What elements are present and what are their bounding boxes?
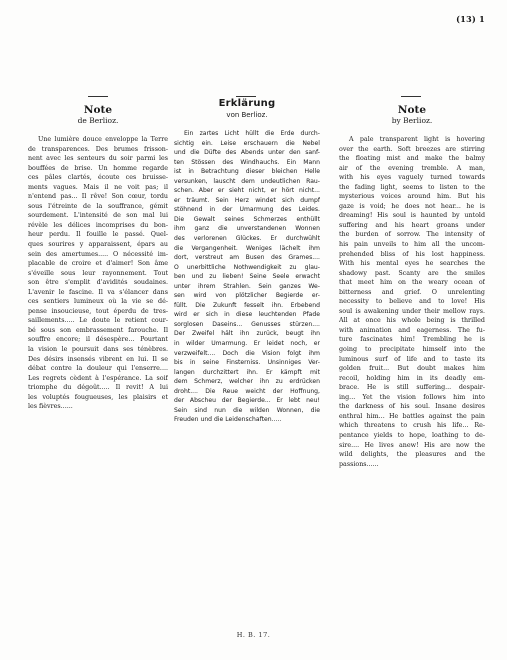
english-byline: by Berlioz. xyxy=(391,116,433,125)
text-line: that meet him on the weary ocean of xyxy=(339,279,485,287)
text-line: ist in Betrachtung dieser bleichen Helle xyxy=(174,168,320,176)
german-title: Erklärung xyxy=(218,98,276,109)
text-line: ments vagues. Mais il ne voit pas; il xyxy=(28,183,168,191)
text-line: A pale transparent light is hovering xyxy=(349,136,485,143)
title-rule-english xyxy=(401,96,421,97)
text-line: Die Gewalt seines Schmerzes enthüllt xyxy=(174,215,320,223)
text-line: the burden of sorrow. The intensity of xyxy=(339,231,485,239)
text-line: dort, verstreut am Busen des Grames.... xyxy=(174,254,320,262)
text-line: sire.... He lives anew! His are now the xyxy=(339,441,485,449)
text-line: heur perdu. Il fouille le passé. Quel- xyxy=(28,231,168,239)
text-line: langen durchzittert ihn. Er kämpft mit xyxy=(174,368,320,376)
text-line: de transparences. Des brumes frisson- xyxy=(28,145,168,153)
text-line: L'avenir le fascine. Il va s'élancer dans xyxy=(28,288,168,296)
text-line: passions...... xyxy=(339,460,379,468)
text-line: n'entend pas... Il rêve! Son cœur, tordu xyxy=(28,193,168,201)
text-line: prehended bliss of his lost happiness. xyxy=(339,250,485,258)
text-line: gaze is void; he does not hear... he is xyxy=(339,202,485,210)
text-line: shadowy past. Scanty are the smiles xyxy=(339,269,485,277)
text-line: O unerbittliche Nothwendigkeit zu glau- xyxy=(174,263,320,271)
text-line: bé sous son embrassement farouche. Il xyxy=(28,326,168,334)
text-line: bouffées de brise. Un homme regarde xyxy=(28,164,168,172)
text-line: With his mental eyes he searches the xyxy=(339,260,485,268)
text-line: placable de croire et d'aimer! Son âme xyxy=(28,260,168,268)
text-line: enthral him... He battles against the pain xyxy=(339,412,485,420)
text-line: füllt. Die Zukunft fesselt ihn. Erbebend xyxy=(174,301,320,309)
text-line: pense insoucieuse, tout éperdu de tres- xyxy=(28,307,168,315)
text-line: ten Stössen des Windhauchs. Ein Mann xyxy=(174,158,320,166)
text-line: unter ihrem Strahlen. Sein ganzes We- xyxy=(174,282,320,290)
text-line: sichtig ein. Leise erschauern die Nebel xyxy=(174,139,320,147)
text-line: schen. Aber er sieht nicht, er hört nicht... xyxy=(174,187,320,195)
text-line: verzweifelt.... Doch die Vision folgt ihm xyxy=(174,349,320,357)
text-line: débat contre la douleur qui l'enserre.... xyxy=(28,365,168,373)
title-rule-french xyxy=(88,96,108,97)
text-line: Des désirs insensés vibrent en lui. Il se xyxy=(28,355,168,363)
french-note-column xyxy=(28,104,168,412)
text-line: und die Düfte des Abends unter den sanf- xyxy=(174,149,320,157)
text-line: die Vergangenheit. Weniges lächelt ihm xyxy=(174,244,320,252)
text-line: Une lumière douce enveloppe la Terre xyxy=(38,136,168,143)
text-line: the fading light, seems to listen to the xyxy=(339,183,485,191)
text-line: ces pâles clartés, écoute ces bruisse- xyxy=(28,174,168,182)
text-line: brace. He is still suffering... despair- xyxy=(339,384,485,392)
text-line: révèle les délices incomprises du bon- xyxy=(28,221,168,229)
text-line: All at once his whole being is thrilled xyxy=(339,317,485,325)
text-line: sorglosen Daseins... Genusses stürzen.... xyxy=(174,320,320,328)
text-line: les fièvres...... xyxy=(28,403,73,411)
english-title: Note xyxy=(397,104,427,116)
text-line: saillements..... Le doute le retient cour- xyxy=(28,317,168,325)
text-line: des verlorenen Glückes. Er durchwühlt xyxy=(174,235,320,243)
text-line: golden fruit... But doubt makes him xyxy=(339,365,485,373)
text-line: going to precipitate himself into the xyxy=(339,346,485,354)
text-line: in wilder Umarmung. Er leidet noch, er xyxy=(174,340,320,348)
plate-number: H. B. 17. xyxy=(236,631,271,639)
text-line: sous l'étreinte de la souffrance, gémit xyxy=(28,202,168,210)
text-line: sen wird von plötzlicher Begierde er- xyxy=(174,292,320,300)
german-byline: von Berlioz. xyxy=(226,111,268,119)
english-note-column xyxy=(339,104,485,469)
text-line: Les regrets cèdent à l'espérance. La soif xyxy=(28,374,168,382)
text-line: Sein sind nun die wilden Wonnen, die xyxy=(174,406,320,414)
text-line: versunken, lauscht dem undeutlichen Rau- xyxy=(174,177,320,185)
text-line: Freuden und die Leidenschaften..... xyxy=(174,416,282,424)
text-line: the floating mist and make the balmy xyxy=(339,155,485,163)
text-line: er träumt. Sein Herz windet sich dumpf xyxy=(174,196,320,204)
text-line: Der Zweifel hält ihn zurück, beugt ihn xyxy=(174,330,320,338)
text-line: air of the evening tremble. A man, xyxy=(339,164,485,172)
german-note-text xyxy=(174,129,320,425)
text-line: ques sourires y apparaissent, épars au xyxy=(28,241,168,249)
text-line: triomphe du dégoût..... Il revit! A lui xyxy=(28,384,168,392)
text-line: his pain unveils to him all the uncom- xyxy=(339,241,485,249)
text-line: which threatens to crush his life... Re- xyxy=(339,422,485,430)
french-byline: de Berlioz. xyxy=(77,116,119,125)
text-line: ing... Yet the vision follows him into xyxy=(339,393,485,401)
text-line: the darkness of his soul. Insane desires xyxy=(339,403,485,411)
text-line: bis in seine Finsterniss. Unsinniges Ver- xyxy=(174,359,320,367)
text-line: with animation and eagerness. The fu- xyxy=(339,326,485,334)
text-line: sourdement. L'intensité de son mal lui xyxy=(28,212,168,220)
page-number: (13) 1 xyxy=(456,14,485,24)
german-note-column xyxy=(174,98,320,425)
text-line: over the earth. Soft breezes are stirring xyxy=(339,145,485,153)
text-line: soul is awakening under their mellow rays. xyxy=(339,307,485,315)
french-title: Note xyxy=(83,104,113,116)
text-line: recoil, holding him in its deadly em- xyxy=(339,374,485,382)
text-line: dreaming! His soul is haunted by untold xyxy=(339,212,485,220)
text-line: Ein zartes Licht hüllt die Erde durch- xyxy=(184,130,320,137)
text-line: s'éveille sous leur rayonnement. Tout xyxy=(28,269,168,277)
text-line: ces sentiers lumineux où la vie se dé- xyxy=(28,298,168,306)
text-line: droht.... Die Reue weicht der Hoffnung, xyxy=(174,387,320,395)
text-line: bitterness and grief. O unrelenting xyxy=(339,288,485,296)
text-line: necessity to believe and to love! His xyxy=(339,298,485,306)
text-line: wird er sich in diese leuchtenden Pfade xyxy=(174,311,320,319)
english-note-text xyxy=(339,135,485,469)
text-line: ture fascinates him! Trembling he is xyxy=(339,336,485,344)
text-line: dem Schmerz, welcher ihn zu erdrücken xyxy=(174,378,320,386)
text-line: suffering and his heart groans under xyxy=(339,221,485,229)
text-line: with his eyes vaguely turned towards xyxy=(339,174,485,182)
text-line: ben und zu lieben! Seine Seele erwacht xyxy=(174,273,320,281)
title-rule-german xyxy=(236,96,256,97)
text-line: mysterious voices around him. But his xyxy=(339,193,485,201)
text-line: wild delights, the pleasures and the xyxy=(339,451,485,459)
french-note-text xyxy=(28,135,168,412)
text-line: la vision le poursuit dans ses ténèbres. xyxy=(28,346,168,354)
text-line: son être s'emplit d'avidités soudaines. xyxy=(28,279,168,287)
text-line: pentance yields to hope, loathing to de- xyxy=(339,431,485,439)
text-line: souffre encore; il désespère... Pourtant xyxy=(28,336,168,344)
text-line: ihm ganz die unverstandenen Wonnen xyxy=(174,225,320,233)
text-line: nent avec les senteurs du soir parmi les xyxy=(28,155,168,163)
text-line: stöhnend in der Umarmung des Leides. xyxy=(174,206,320,214)
text-line: luminous surf of life and to taste its xyxy=(339,355,485,363)
text-line: der Abscheu der Begierde... Er lebt neu! xyxy=(174,397,320,405)
text-line: sein des amertumes..... O nécessité im- xyxy=(28,250,168,258)
text-line: les voluptés fougueuses, les plaisirs et xyxy=(28,393,168,401)
